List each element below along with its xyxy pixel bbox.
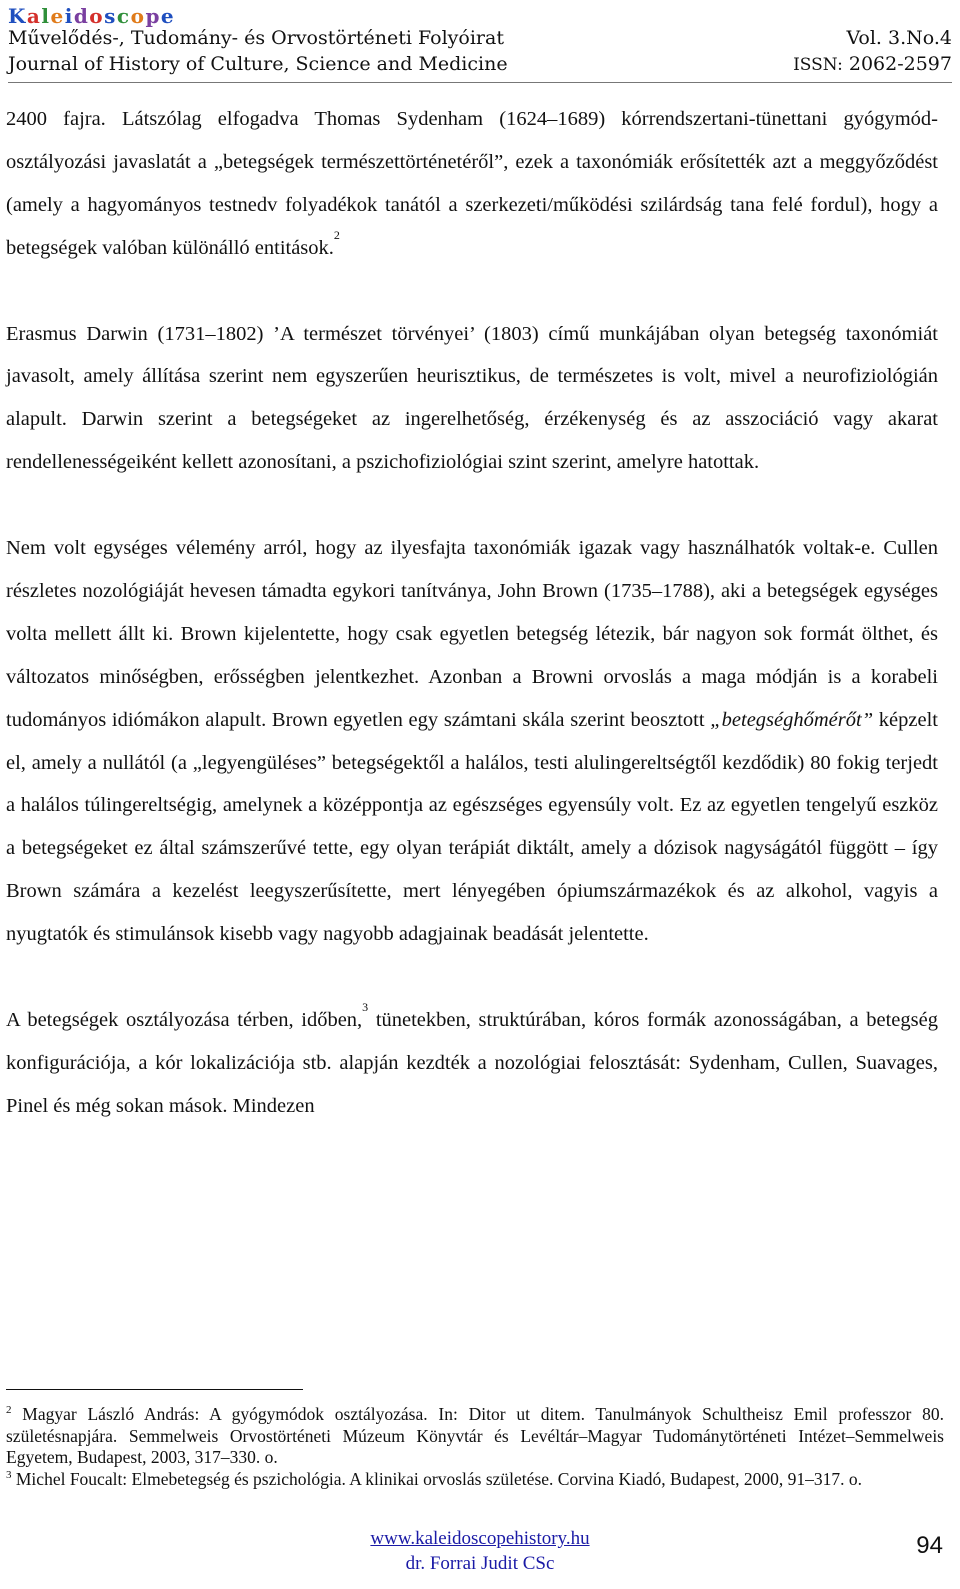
author-name: dr. Forrai Judit CSc (405, 1553, 555, 1574)
page-header (8, 0, 952, 82)
logo-letter: p (145, 4, 161, 28)
paragraph-4 (6, 999, 938, 1128)
logo-letter: i (64, 4, 74, 28)
footnote-ref-2[interactable]: 2 (333, 227, 340, 242)
paragraph-4-text-a: A betegségek osztályozása térben, időben, (6, 1008, 363, 1031)
paragraph-3-text-b: képzelt el, amely a nullától (a „legyengüléses” betegségektől a halálos, testi alulingereltségtől kezdődik) 80 fokig terjedt a halálos túlingereltségig, amelynek a középpontja az egészséges egyensúly volt. Ez az egyetlen tengelyű eszköz a betegségeket ez által számszerűvé tette, egy olyan terápiát diktált, amely a dózisok nagyságától függött – így Brown számára a kezelést leegyszerűsítette, mert lényegében ópiumszármazékok és az alkohol, vagyis a nyugtatók és stimulánsok kisebb vagy nagyobb adagjainak beadását jelentette. (6, 708, 938, 946)
paragraph-4-text-b: tünetekben, struktúrában, kóros formák azonosságában, a betegség konfigurációja, a kór lokalizációja stb. alapján kezdték a nozológiai felosztását: Sydenham, Cullen, Suavages, Pinel és még sokan mások. Mindezen (6, 1008, 938, 1117)
journal-title-hu: Művelődés-, Tudomány- és Orvostörténeti Folyóirat (8, 27, 504, 49)
paragraph-1-text: 2400 fajra. Látszólag elfogadva Thomas Sydenham (1624–1689) kórrendszertani-tünettani gyógymód-osztályozási javaslatát a „betegségek természettörténetéről”, ezek a taxonómiák erősítették azt a meggyőződést (amely a hagyományos testnedv folyadékok tanától a szerkezeti/működési szilárdság tana felé fordul), hogy a betegségek valóban különálló entitások. (6, 108, 938, 259)
logo-letter: o (130, 4, 146, 28)
logo-letter: e (160, 4, 176, 28)
logo-letter: K (8, 4, 27, 28)
logo-letter: l (41, 4, 51, 28)
footnote-2 (6, 1404, 944, 1469)
footnote-3 (6, 1469, 944, 1491)
page-footer (0, 1522, 960, 1589)
footnote-2-number: 2 (6, 1404, 12, 1416)
journal-title-en: Journal of History of Culture, Science and Medicine (8, 53, 508, 75)
logo-letter: a (26, 4, 42, 28)
logo-letter: c (116, 4, 131, 28)
footnote-3-number: 3 (6, 1468, 12, 1481)
issn-label: ISSN: (793, 55, 843, 75)
website-link[interactable]: www.kaleidoscopehistory.hu (370, 1528, 590, 1549)
issn-value: 2062-2597 (848, 53, 952, 75)
logo-letter: o (89, 4, 105, 28)
paragraph-3-emphasis: „betegséghőmérőt” (710, 708, 874, 731)
paragraph-3-text-a: Nem volt egységes vélemény arról, hogy az ilyesfajta taxonómiák igazak vagy használhatók voltak-e. Cullen részletes nozológiáját hevesen támadta egykori tanítványa, John Brown (1735–1788), aki a betegségek egységes volta mellett állt ki. Brown kijelentette, hogy csak egyetlen betegség létezik, bár nagyon sok formát ölthet, és változatos minőségben, erősségben jelentkezhet. Azonban a Browni orvoslás a maga módján is a korabeli tudományos idiómákon alapult. Brown egyetlen egy számtani skála szerint beosztott (6, 537, 938, 731)
paragraph-2: Erasmus Darwin (1731–1802) ’A természet törvényei’ (1803) című munkájában olyan betegség taxonómiát javasolt, amely állítása szerint nem egyszerűen heurisztikus, de természetes is volt, mivel a neurofiziológián alapult. Darwin szerint a betegségeket az ingerelhetőség, érzékenység és az asszociáció vagy akarat rendellenességeiként kellett azonosítani, a pszichofiziológiai szint szerint, amelyre hatottak. (6, 322, 938, 474)
header-divider (8, 82, 952, 83)
footnote-2-text: Magyar László András: A gyógymódok osztályozása. In: Ditor ut ditem. Tanulmányok Schultheisz Emil professzor 80. születésnapjára. Semmelweis Orvostörténeti Múzeum Könyvtár és Levéltár–Magyar Tudománytörténeti Intézet–Semmelweis Egyetem, Budapest, 2003, 317–330. o. (6, 1404, 944, 1467)
issn (793, 53, 952, 75)
journal-logo (8, 4, 175, 28)
article-body (6, 98, 938, 1128)
footnote-3-text: Michel Foucalt: Elmebetegség és pszichológia. A klinikai orvoslás születése. Corvina Kiadó, Budapest, 2000, 91–317. o. (11, 1468, 863, 1489)
paragraph-1 (6, 98, 938, 270)
logo-letter: d (73, 4, 90, 28)
page-number: 94 (916, 1532, 943, 1559)
logo-letter: e (50, 4, 65, 28)
footnote-ref-3[interactable]: 3 (362, 999, 369, 1014)
paragraph-3 (6, 527, 938, 956)
footnote-divider (6, 1389, 303, 1390)
footnotes (6, 1404, 944, 1490)
volume-label: Vol. 3.No.4 (846, 27, 952, 49)
logo-letter: s (104, 4, 117, 28)
